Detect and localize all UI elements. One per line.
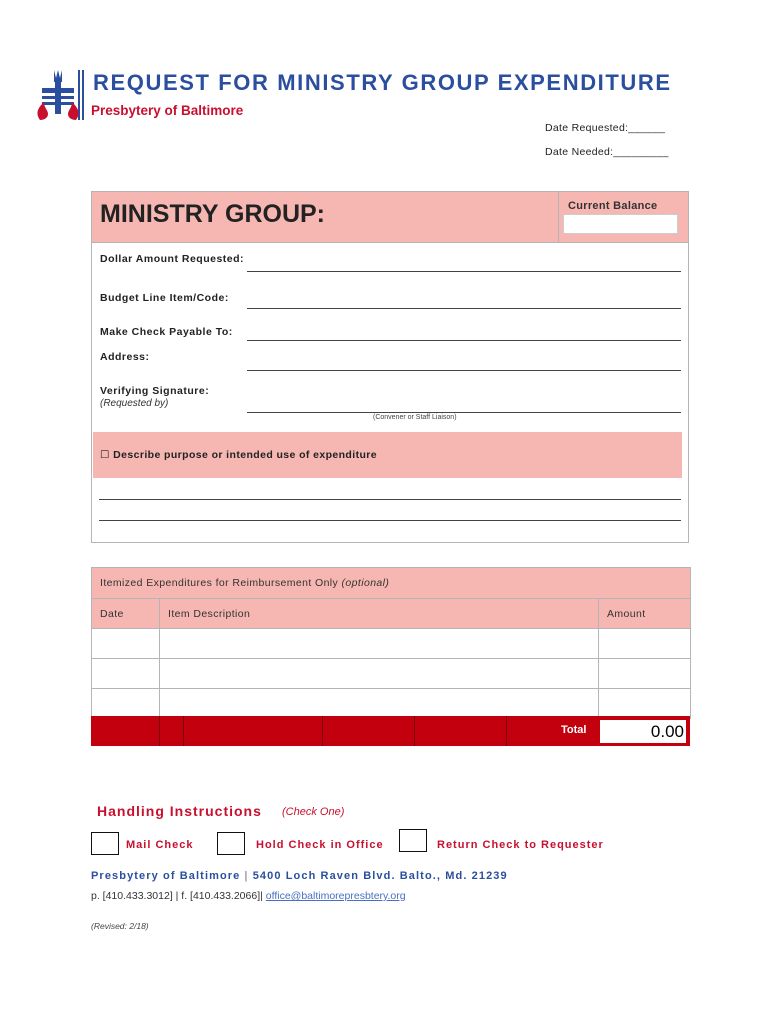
hold-check-label: Hold Check in Office: [256, 839, 384, 851]
total-label: Total: [561, 724, 587, 736]
purpose-checkbox[interactable]: ☐: [100, 449, 110, 461]
balance-divider: [558, 191, 559, 243]
table-row: [92, 659, 691, 689]
itemized-header-row: [92, 599, 691, 629]
description-cell[interactable]: [160, 629, 599, 659]
return-check-label: Return Check to Requester: [437, 839, 604, 851]
purpose-line-1[interactable]: [99, 499, 681, 500]
date-needed-field[interactable]: Date Needed:_________: [545, 146, 669, 158]
description-column-header: Item Description: [160, 599, 599, 629]
ministry-group-label: MINISTRY GROUP:: [100, 200, 326, 228]
current-balance-input[interactable]: [563, 214, 678, 234]
dollar-amount-field[interactable]: [247, 271, 681, 272]
date-cell[interactable]: [92, 689, 160, 719]
handling-note: (Check One): [282, 806, 345, 818]
handling-title: Handling Instructions: [97, 803, 262, 819]
itemized-title: Itemized Expenditures for Reimbursement Only: [100, 577, 339, 589]
total-divider: [322, 716, 323, 746]
budget-line-label: Budget Line Item/Code:: [100, 292, 229, 304]
revised-date: (Revised: 2/18): [91, 921, 149, 931]
footer-org-name: Presbytery of Baltimore: [91, 870, 241, 882]
footer-address: 5400 Loch Raven Blvd. Balto., Md. 21239: [252, 870, 508, 882]
footer-separator: |: [240, 870, 253, 882]
date-requested-field[interactable]: Date Requested:______: [545, 122, 666, 134]
table-row: [92, 689, 691, 719]
purpose-line-2[interactable]: [99, 520, 681, 521]
itemized-title-row: [92, 568, 691, 599]
amount-cell[interactable]: [599, 629, 691, 659]
description-cell[interactable]: [160, 689, 599, 719]
current-balance-label: Current Balance: [568, 200, 658, 212]
footer-email-link[interactable]: office@baltimorepresbtery.org: [265, 890, 406, 902]
signature-label: Verifying Signature:: [100, 385, 210, 397]
amount-column-header: Amount: [599, 599, 691, 629]
dollar-amount-label: Dollar Amount Requested:: [100, 253, 245, 265]
request-form-box: [91, 191, 689, 543]
footer-organization: [91, 870, 508, 882]
page-subtitle: Presbytery of Baltimore: [91, 103, 244, 118]
total-value[interactable]: 0.00: [600, 720, 686, 743]
return-check-checkbox[interactable]: [399, 829, 427, 852]
total-divider: [414, 716, 415, 746]
budget-line-field[interactable]: [247, 308, 681, 309]
itemized-title-note: (optional): [341, 577, 390, 589]
page-title: REQUEST FOR MINISTRY GROUP EXPENDITURE: [93, 70, 672, 95]
address-label: Address:: [100, 351, 150, 363]
signature-field[interactable]: [247, 412, 681, 413]
purpose-checkbox-label[interactable]: [100, 449, 377, 461]
total-divider: [159, 716, 160, 746]
address-field[interactable]: [247, 370, 681, 371]
footer-phone: p. [410.433.3012] | f. [410.433.2066]|: [91, 890, 266, 902]
date-cell[interactable]: [92, 629, 160, 659]
purpose-label-text: Describe purpose or intended use of expenditure: [113, 449, 378, 461]
amount-cell[interactable]: [599, 689, 691, 719]
total-divider: [506, 716, 507, 746]
total-divider: [183, 716, 184, 746]
table-row: [92, 629, 691, 659]
payable-to-label: Make Check Payable To:: [100, 326, 233, 338]
footer-contact: [91, 890, 406, 902]
amount-cell[interactable]: [599, 659, 691, 689]
hold-check-checkbox[interactable]: [217, 832, 245, 855]
presbyterian-seal-icon: [36, 68, 86, 122]
date-column-header: Date: [92, 599, 160, 629]
payable-to-field[interactable]: [247, 340, 681, 341]
mail-check-label: Mail Check: [126, 839, 194, 851]
date-cell[interactable]: [92, 659, 160, 689]
itemized-title-cell: [92, 568, 691, 599]
signature-sublabel: (Requested by): [100, 398, 169, 409]
itemized-table: [91, 567, 691, 719]
mail-check-checkbox[interactable]: [91, 832, 119, 855]
signature-caption: (Convener or Staff Liaison): [373, 414, 457, 421]
description-cell[interactable]: [160, 659, 599, 689]
